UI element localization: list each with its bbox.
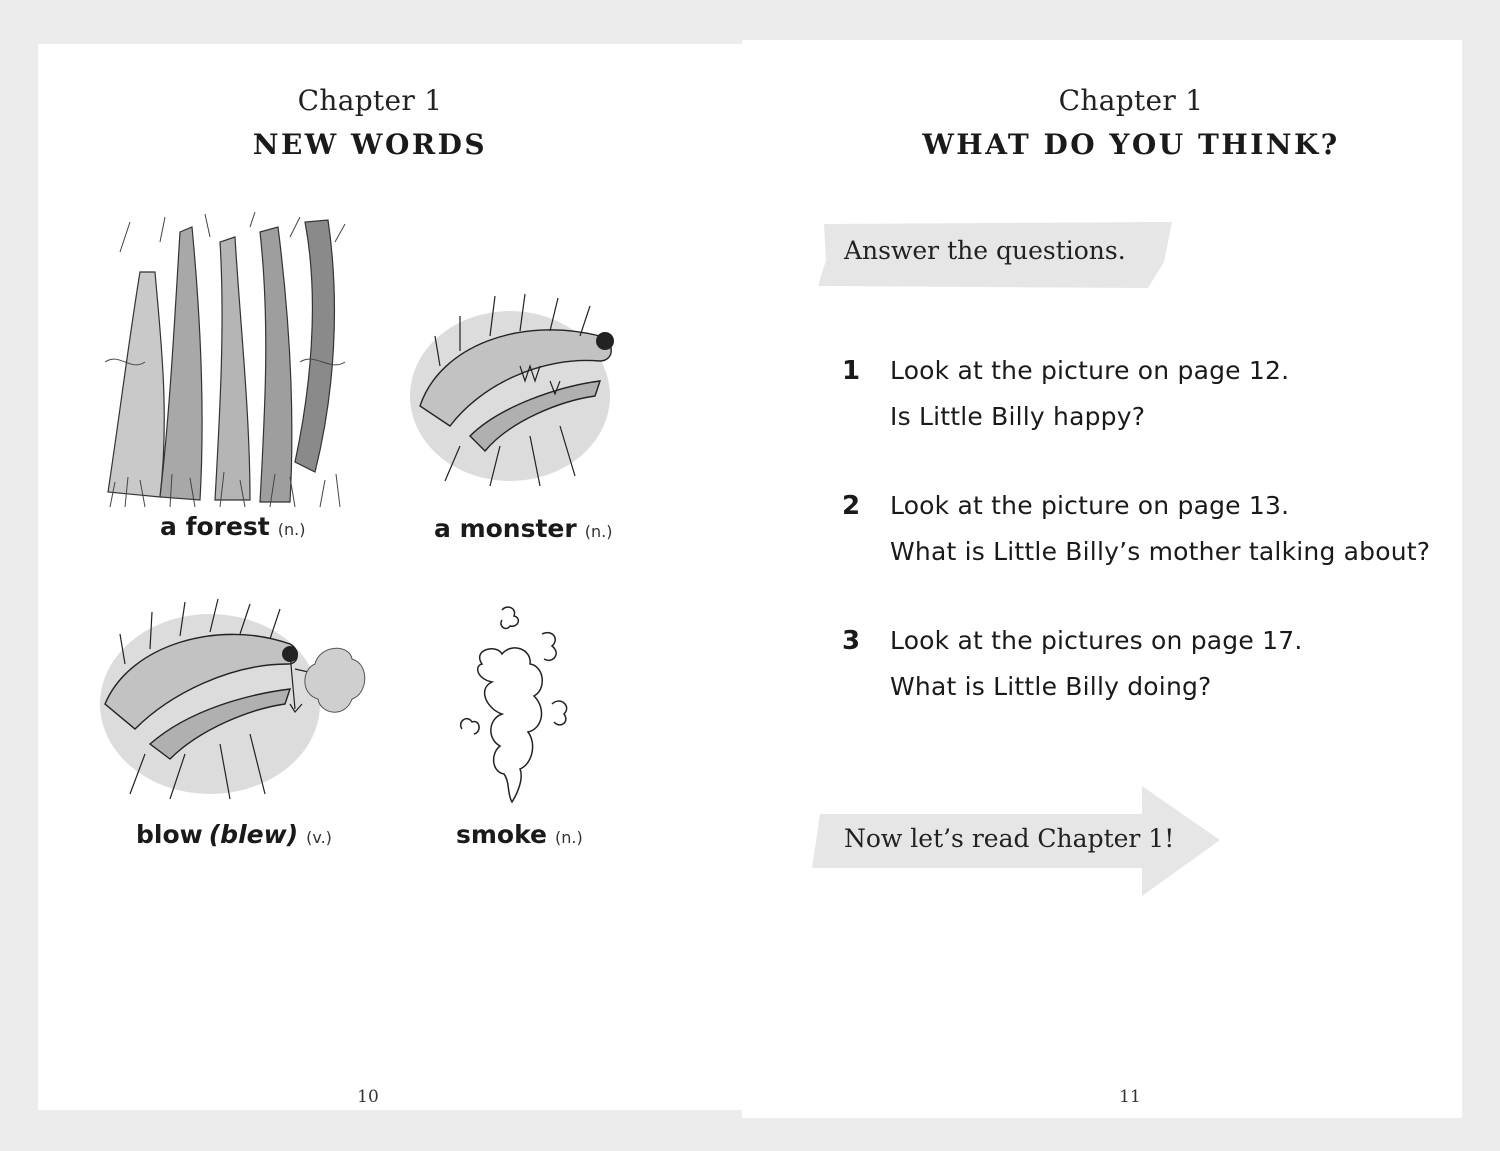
left-page-title: NEW WORDS — [252, 128, 488, 161]
vocab-blow-label: blow (blew) (v.) — [136, 820, 332, 849]
instruction-text: Answer the questions. — [844, 236, 1126, 265]
next-prompt-text: Now let’s read Chapter 1! — [844, 824, 1175, 853]
question-number: 3 — [842, 626, 861, 656]
question-line-2: What is Little Billy doing? — [890, 672, 1212, 701]
question-line-1: Look at the picture on page 13. — [890, 491, 1290, 520]
question-line-2: What is Little Billy’s mother talking about? — [890, 537, 1431, 566]
left-page — [38, 44, 758, 1110]
vocab-forest-label: a forest (n.) — [160, 512, 306, 541]
forest-illustration — [100, 212, 350, 508]
monster-illustration — [400, 286, 632, 498]
question-1 — [842, 356, 1442, 446]
monster-blowing-illustration — [90, 594, 372, 808]
question-number: 2 — [842, 491, 861, 521]
vocab-monster-label: a monster (n.) — [434, 514, 613, 543]
question-line-1: Look at the pictures on page 17. — [890, 626, 1303, 655]
question-number: 1 — [842, 356, 861, 386]
right-page-title: WHAT DO YOU THINK? — [922, 128, 1340, 161]
question-3 — [842, 626, 1442, 716]
right-chapter-label: Chapter 1 — [1058, 84, 1204, 117]
question-2 — [842, 491, 1442, 581]
question-line-2: Is Little Billy happy? — [890, 402, 1146, 431]
smoke-illustration — [452, 604, 576, 806]
right-page-number: 11 — [1119, 1087, 1141, 1107]
vocab-smoke-label: smoke (n.) — [456, 820, 583, 849]
next-prompt-arrow — [812, 786, 1222, 898]
question-line-1: Look at the picture on page 12. — [890, 356, 1290, 385]
left-page-number: 10 — [357, 1087, 379, 1107]
instruction-banner — [818, 220, 1178, 290]
left-chapter-label: Chapter 1 — [297, 84, 443, 117]
